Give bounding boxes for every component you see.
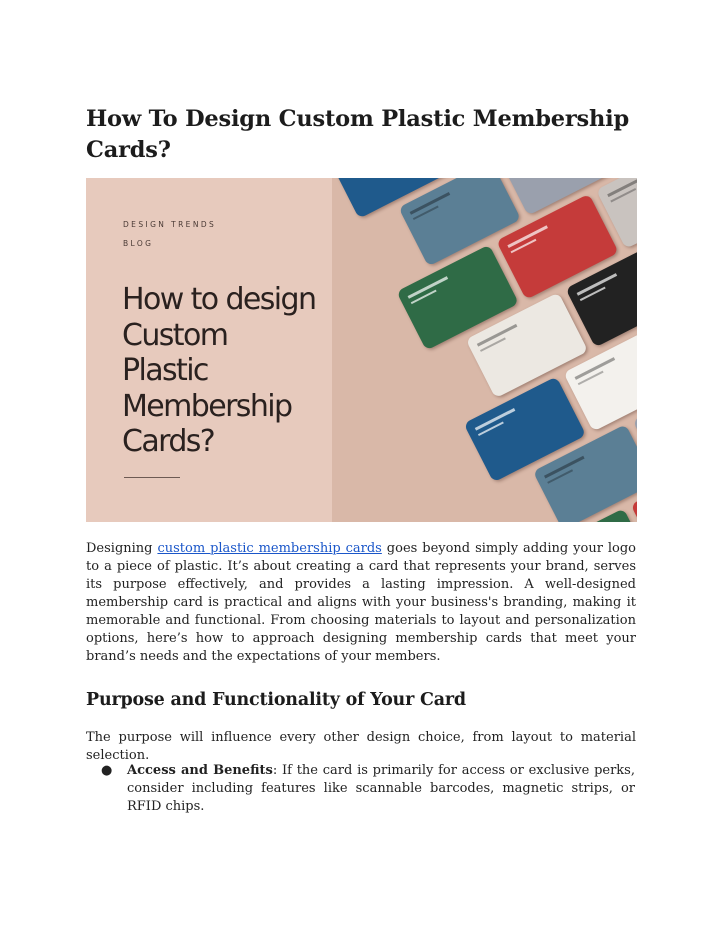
hero-title-line: Plastic bbox=[122, 353, 208, 388]
hero-divider bbox=[124, 477, 180, 478]
section-lead: The purpose will influence every other design choice, from layout to material selection. bbox=[86, 730, 636, 763]
card-grid bbox=[332, 178, 637, 522]
intro-text-rest: goes beyond simply adding your logo to a piece of plastic. It’s about creating a card that represents your brand, serves its purpose effectively, and provides a lasting impression. A well-designed membership card is practical and aligns with your business's branding, making it memorable and functional. From choosing materials to layout and personalization options, here’s how to approach designing membership cards that meet your brand’s needs and the expectations of your members. bbox=[86, 541, 636, 664]
hero-title bbox=[122, 282, 332, 460]
hero-title-line: Membership bbox=[122, 388, 292, 424]
bullet-text bbox=[127, 762, 635, 816]
hero-title-line: Custom bbox=[122, 317, 228, 353]
page-title: How To Design Custom Plastic Membership Cards? bbox=[86, 106, 630, 163]
hero-title-line: Cards? bbox=[122, 424, 215, 459]
hero-text-panel bbox=[86, 178, 332, 522]
hero-eyebrow-category: DESIGN TRENDS bbox=[123, 220, 217, 229]
bullet-description: : If the card is primarily for access or exclusive perks, consider including features like scannable barcodes, magnetic strips, or RFID chips. bbox=[127, 763, 635, 814]
hero-image bbox=[86, 178, 637, 522]
section-heading: Purpose and Functionality of Your Card bbox=[86, 690, 466, 710]
intro-paragraph bbox=[86, 540, 636, 666]
hero-title-line: How to design bbox=[122, 282, 316, 317]
intro-text-start: Designing bbox=[86, 541, 158, 556]
hero-eyebrow-blog: BLOG bbox=[123, 239, 154, 248]
custom-cards-link[interactable]: custom plastic membership cards bbox=[157, 541, 382, 556]
bullet-marker: ● bbox=[101, 763, 113, 778]
bullet-term: Access and Benefits bbox=[127, 763, 273, 778]
hero-cards-photo bbox=[332, 178, 637, 522]
